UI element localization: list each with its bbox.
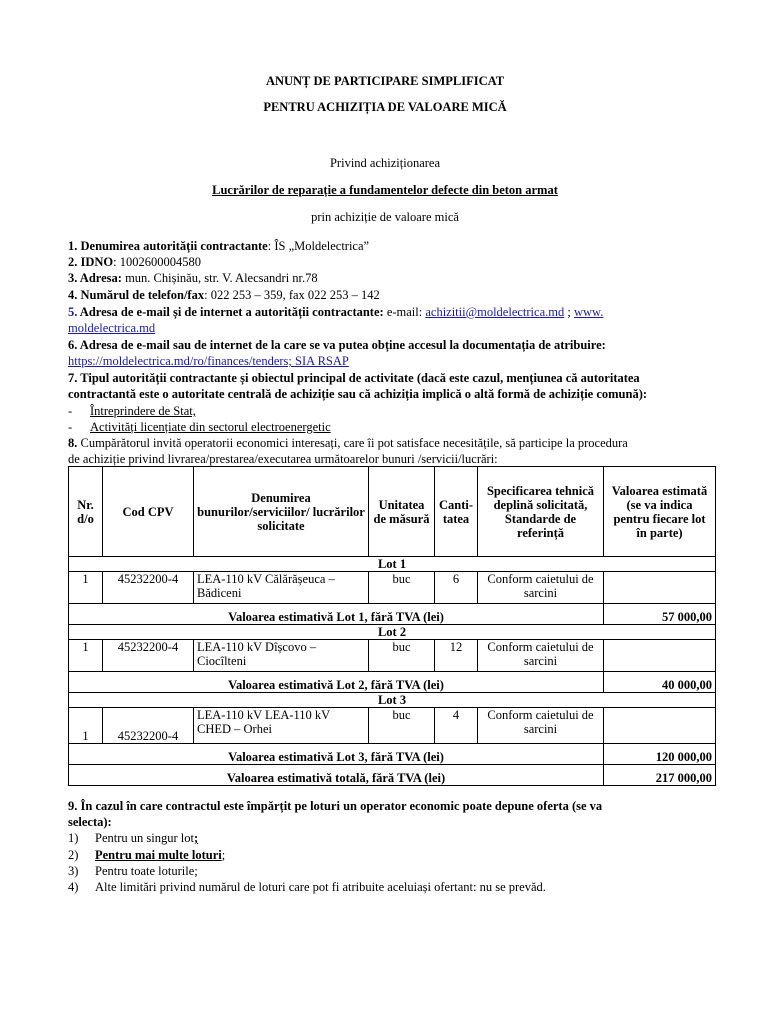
cell-nr: 1 [69, 708, 103, 744]
lot-label: Lot 3 [69, 693, 716, 708]
item-7-dash-1: - Întreprindere de Stat, [68, 404, 196, 418]
email-link[interactable]: achizitii@moldelectrica.md [425, 305, 565, 319]
table-row [69, 640, 716, 672]
item-7-dash-2: - Activități licențiate din sectorul electroenergetic [68, 420, 331, 434]
header-value: Valoarea estimată (se va indica pentru fiecare lot în parte) [604, 467, 716, 557]
item-1 [68, 238, 704, 254]
item-3 [68, 270, 704, 286]
privind-label: Privind achizițіonarea [329, 156, 441, 170]
cell-nr: 1 [69, 640, 103, 672]
cell-name: LEA-110 kV Dîșcovo – Ciocîlteni [194, 640, 369, 672]
lot-sum-value: 40 000,00 [604, 672, 716, 693]
cell-name: LEA-110 kV Călărășeuca – Bădiceni [194, 572, 369, 604]
item-5-label: Adresa de e-mail și de internet a autorității contractante: [77, 305, 384, 319]
cell-cpv: 45232200-4 [103, 640, 194, 672]
total-label: Valoarea estimativă totală, fără TVA (lei) [69, 765, 604, 786]
item-3-value: mun. Chișinău, str. V. Alecsandri nr.78 [121, 271, 318, 285]
option-text: Pentru toate loturile; [95, 864, 198, 878]
item-5-separator: ; [564, 305, 574, 319]
document-title: ANUNȚ DE PARTICIPARE SIMPLIFICAT [265, 74, 505, 88]
item-7-dash-2-text: Activități licențiate din sectorul electroenergetic [90, 420, 331, 434]
cell-unit: buc [369, 640, 435, 672]
procurement-subject: Lucrărilor de reparație a fundamentelor defecte din beton armat [212, 183, 558, 197]
item-4 [68, 287, 704, 303]
cell-qty: 4 [435, 708, 478, 744]
item-4-value: : 022 253 – 359, fax 022 253 – 142 [204, 288, 380, 302]
option-text: Alte limitări privind numărul de loturi care pot fi atribuite aceluiași ofertant: nu se prevăd. [95, 880, 546, 894]
lot-label: Lot 1 [69, 557, 716, 572]
cell-cpv: 45232200-4 [103, 572, 194, 604]
item-5 [68, 304, 704, 320]
lot-sum-row [69, 672, 716, 693]
cell-value [604, 708, 716, 744]
item-6-cont [68, 353, 704, 369]
header-unit: Unitatea de măsură [369, 467, 435, 557]
cell-qty: 6 [435, 572, 478, 604]
option-text: Pentru un singur lot [95, 831, 194, 845]
header-cpv: Cod CPV [103, 467, 194, 557]
item-1-value: : ÎS „Moldelectrica” [267, 239, 370, 253]
item-2-value: : 1002600004580 [113, 255, 202, 269]
item-5-cont [68, 320, 704, 336]
lot-sum-value: 120 000,00 [604, 744, 716, 765]
cell-value [604, 572, 716, 604]
item-8-text: Cumpărătorul invită operatorii economici interesați, care îi pot satisface necesitățile, să participe la procedura [77, 436, 628, 450]
cell-qty: 12 [435, 640, 478, 672]
item-8-cont: de achiziție privind livrarea/prestarea/executarea următoarelor bunuri /servicii/lucrări: [68, 452, 498, 466]
option-item: 4) Alte limitări privind numărul de loturi care pot fi atribuite aceluiași ofertant: nu se prevăd. [68, 880, 546, 894]
cell-nr: 1 [69, 572, 103, 604]
item-2 [68, 254, 704, 270]
lot-sum-row [69, 604, 716, 625]
cell-unit: buc [369, 572, 435, 604]
lot-sum-label: Valoarea estimativă Lot 3, fără TVA (lei) [69, 744, 604, 765]
lots-table [68, 466, 716, 786]
lot-sum-value: 57 000,00 [604, 604, 716, 625]
cell-value [604, 640, 716, 672]
item-7: 7. Tipul autorității contractante și obiectul principal de activitate (dacă este cazul, mențiunea că autoritatea [68, 371, 640, 385]
item-8-number: 8. [68, 436, 78, 450]
section-9-heading: 9. În cazul în care contractul este împărțit pe loturi un operator economic poate depune oferta (se va [68, 799, 603, 813]
option-item: 3) Pentru toate loturile; [68, 864, 198, 878]
cell-spec: Conform caietului de sarcini [478, 640, 604, 672]
item-7-dash-1-text: Întreprindere de Stat, [90, 404, 196, 418]
cell-spec: Conform caietului de sarcini [478, 708, 604, 744]
item-5-number: 5. [68, 305, 78, 319]
cell-cpv: 45232200-4 [103, 708, 194, 744]
header-spec: Specificarea tehnică deplină solicitată, Standarde de referință [478, 467, 604, 557]
lot-sum-label: Valoarea estimativă Lot 2, fără TVA (lei) [69, 672, 604, 693]
lot-row [69, 557, 716, 572]
item-2-label: 2. IDNO [68, 255, 114, 269]
item-1-label: 1. Denumirea autorității contractante [68, 239, 268, 253]
header-qty: Canti-tatea [435, 467, 478, 557]
table-row [69, 708, 716, 744]
cell-unit: buc [369, 708, 435, 744]
option-item: 2) Pentru mai multe loturi; [68, 848, 226, 862]
website-link-part2[interactable]: moldelectrica.md [68, 321, 156, 335]
lot-sum-label: Valoarea estimativă Lot 1, fără TVA (lei) [69, 604, 604, 625]
lot-row [69, 693, 716, 708]
item-8 [68, 435, 704, 451]
total-row [69, 765, 716, 786]
lot-label: Lot 2 [69, 625, 716, 640]
option-item: 1) Pentru un singur lot; [68, 831, 199, 845]
total-value: 217 000,00 [604, 765, 716, 786]
option-text-selected: Pentru mai multe loturi [95, 848, 222, 862]
section-9-heading-cont: selecta): [68, 815, 112, 829]
document-subtitle: PENTRU ACHIZIȚIA DE VALOARE MICĂ [263, 100, 507, 114]
item-6: 6. Adresa de e-mail sau de internet de la care se va putea obține accesul la documentația de atribuire: [68, 338, 606, 352]
lot-sum-row [69, 744, 716, 765]
table-header-row [69, 467, 716, 557]
item-3-label: 3. Adresa: [68, 271, 122, 285]
table-row [69, 572, 716, 604]
cell-name: LEA-110 kV LEA-110 kV CHED – Orhei [194, 708, 369, 744]
item-5-email-prefix: e-mail: [383, 305, 426, 319]
header-name: Denumirea bunurilor/serviciilor/ lucrărilor solicitate [194, 467, 369, 557]
item-4-label: 4. Numărul de telefon/fax [68, 288, 205, 302]
item-7-cont: contractantă este o autoritate centrală de achiziție sau că achiziția implică o altă formă de achiziție comună): [68, 387, 648, 401]
lot-row [69, 625, 716, 640]
tenders-link[interactable]: https://moldelectrica.md/ro/finances/tenders; SIA RSAP [68, 354, 349, 368]
cell-spec: Conform caietului de sarcini [478, 572, 604, 604]
procurement-method: prin achiziție de valoare mică [311, 210, 459, 224]
website-link-part1[interactable]: www. [573, 305, 604, 319]
header-nr: Nr. d/o [69, 467, 103, 557]
